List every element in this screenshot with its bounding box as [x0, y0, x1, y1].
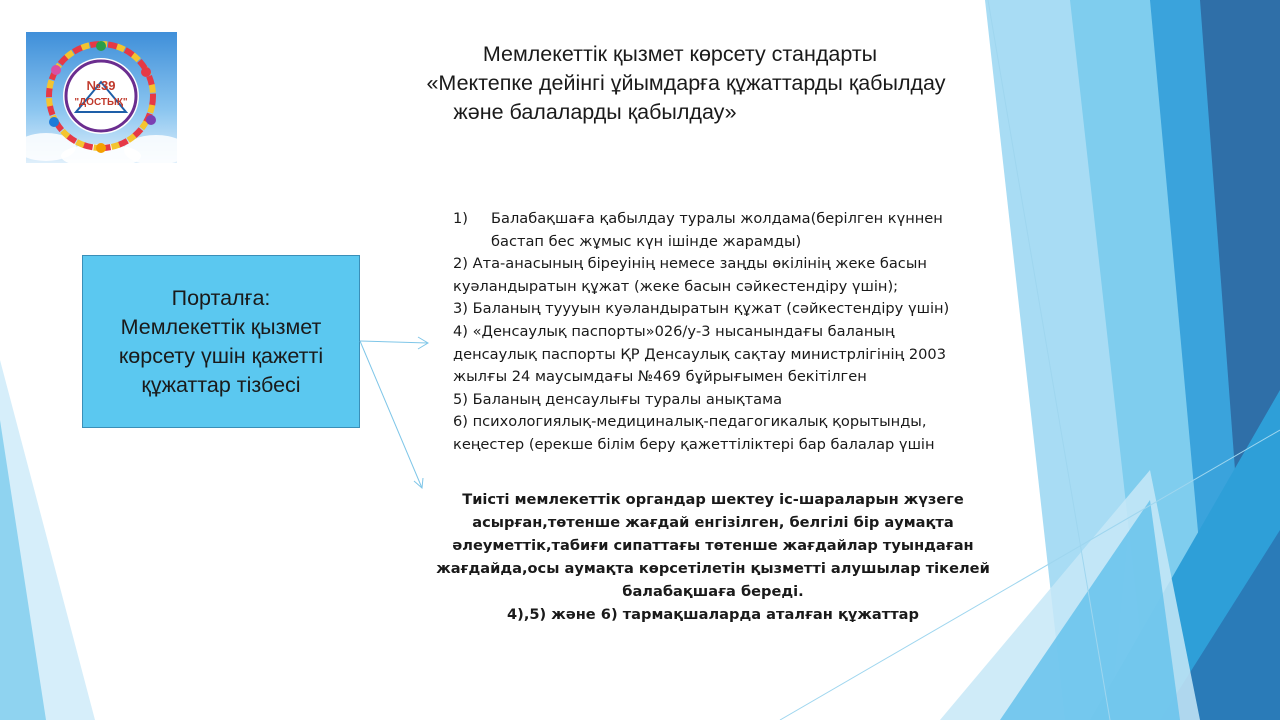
note-line: әлеуметтік,табиғи сипаттағы төтенше жағдайлар туындаған: [452, 537, 974, 554]
list-item: жылғы 24 маусымдағы №469 бұйрығымен бекітілген: [453, 368, 867, 386]
list-item: куәландыратын құжат (жеке басын сәйкестендіру үшін);: [453, 277, 899, 295]
list-item: 5) Баланың денсаулығы туралы анықтама: [453, 390, 783, 408]
school-logo: [26, 32, 177, 163]
logo-badge-number: №39: [86, 78, 116, 93]
list-item: кеңестер (ерекше білім беру қажеттіліктері бар балалар үшін: [453, 435, 935, 453]
list-item-number: 1): [453, 210, 468, 227]
list-item: 2) Ата-анасының біреуінің немесе заңды өкілінің жеке басын: [453, 255, 927, 273]
portal-box-line-2: Мемлекеттік қызмет: [120, 314, 322, 339]
list-item: денсаулық паспорты ҚР Денсаулық сақтау министрлігінің 2003: [453, 345, 946, 363]
title-line-1: Мемлекеттік қызмет көрсету стандарты: [482, 42, 878, 66]
portal-box-line-1: Порталға:: [171, 285, 271, 310]
title-line-3: және балаларды қабылдау»: [453, 100, 737, 124]
portal-box-line-3: көрсету үшін қажетті: [118, 343, 324, 368]
note-line: балабақшаға береді.: [622, 583, 804, 600]
list-item: 4) «Денсаулық паспорты»026/у-3 нысанындағы баланың: [453, 322, 895, 340]
note-line: 4),5) және 6) тармақшаларда аталған құжаттар: [507, 606, 919, 623]
list-item: 6) психологиялық-медициналық-педагогикалық қорытынды,: [453, 413, 927, 431]
list-item: 3) Баланың туууын куәландыратын құжат (сәйкестендіру үшін): [453, 300, 950, 318]
list-item-text: бастап бес жұмыс күн ішінде жарамды): [491, 232, 802, 250]
list-item-text: Балабақшаға қабылдау туралы жолдама(берілген күннен: [491, 210, 943, 227]
note-line: жағдайда,осы аумақта көрсетілетін қызметті алушылар тікелей: [436, 560, 990, 577]
slide-title: [330, 40, 1030, 127]
portal-box-line-4: құжаттар тізбесі: [141, 372, 301, 397]
note-line: Тиісті мемлекеттік органдар шектеу іс-шараларын жүзеге: [462, 491, 964, 508]
note-line: асырған,төтенше жағдай енгізілген, белгілі бір аумақта: [472, 514, 954, 531]
title-line-2: «Мектепке дейінгі ұйымдарға құжаттарды қабылдау: [426, 71, 946, 95]
emergency-note: [408, 488, 1018, 626]
documents-list: [453, 208, 1013, 457]
logo-badge-name: "ДОСТЫҚ": [74, 97, 128, 108]
portal-documents-box: [82, 255, 360, 428]
list-item: [453, 208, 1013, 253]
